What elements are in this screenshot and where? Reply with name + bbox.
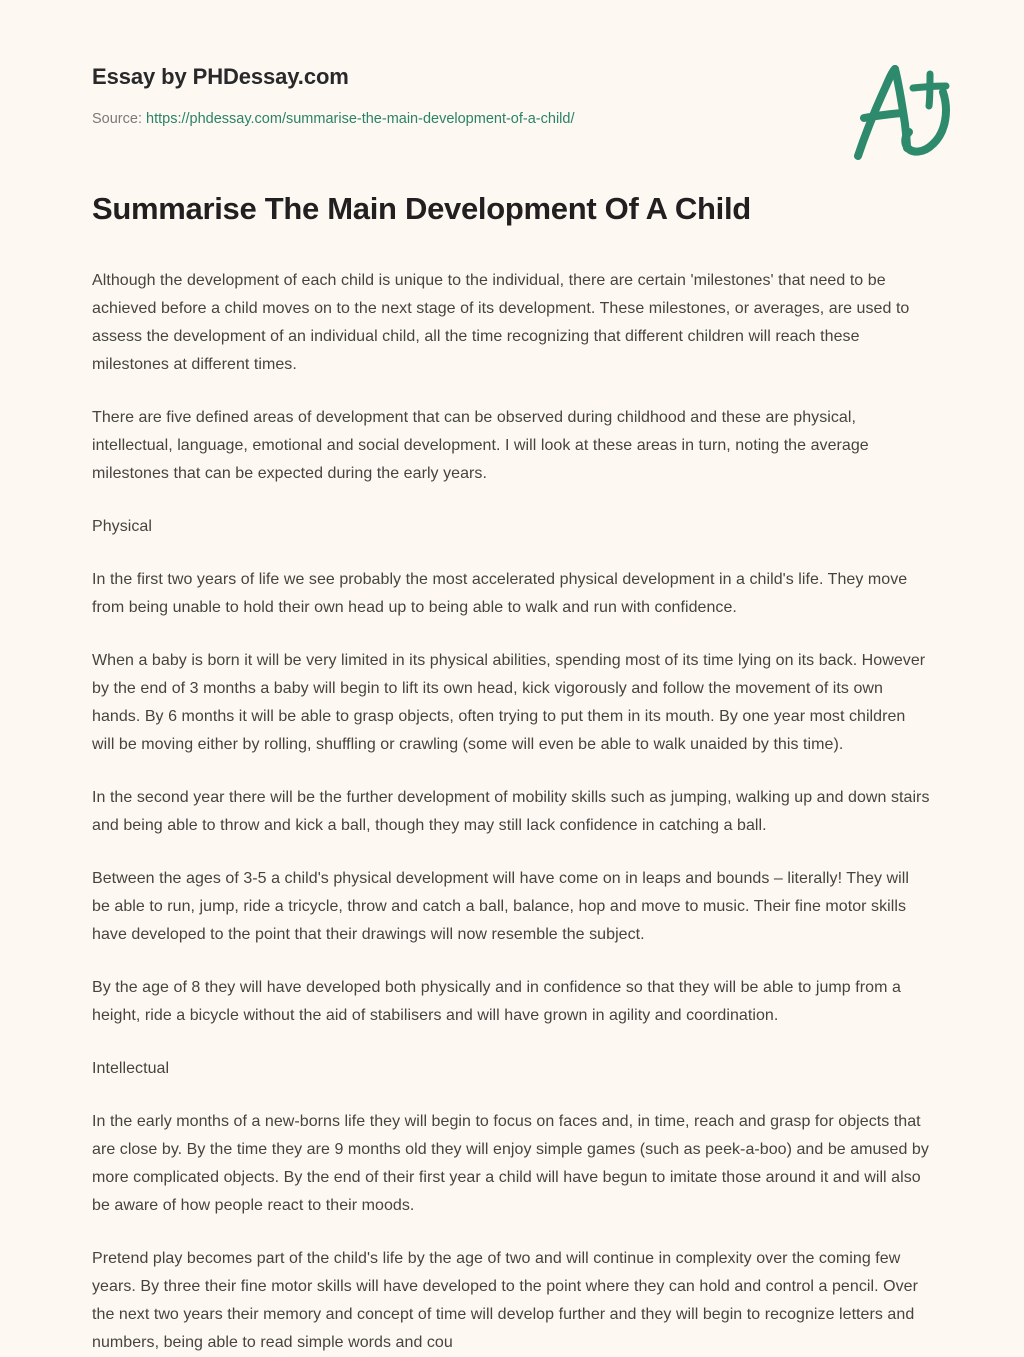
source-line: [92, 110, 960, 129]
article: [0, 190, 1024, 1357]
section-heading-physical: Physical: [92, 517, 152, 535]
source-label: Source:: [92, 111, 142, 128]
paragraph: When a baby is born it will be very limited in its physical abilities, spending most of its time lying on its back. However by the end of 3 months a baby will begin to lift its own head, kick vigorously and follow the movement of its own hands. By 6 months it will be able to grasp objects, often trying to put them in its mouth. By one year most children will be moving either by rolling, shuffling or crawling (some will even be able to walk unaided by this time).: [92, 651, 926, 753]
paragraph: There are five defined areas of development that can be observed during childhood and these are physical, intellectual, language, emotional and social development. I will look at these areas in turn, noting the average milestones that can be expected during the early years.: [92, 408, 869, 482]
a-plus-logo-glyph: [842, 52, 962, 172]
paragraph: In the first two years of life we see probably the most accelerated physical development in a child's life. They move from being unable to hold their own head up to being able to walk and run with confidence.: [92, 570, 908, 616]
phdessay-a-plus-logo-icon: [842, 52, 962, 172]
paragraph: In the second year there will be the further development of mobility skills such as jumping, walking up and down stairs and being able to throw and kick a ball, though they may still lack confidence in catching a ball.: [92, 788, 930, 834]
section-heading-intellectual: Intellectual: [92, 1059, 170, 1077]
paragraph: In the early months of a new-borns life they will begin to focus on faces and, in time, reach and grasp for objects that are close by. By the time they are 9 months old they will enjoy simple games (such as peek-a-boo) and be amused by more complicated objects. By the end of their first year a child will have begun to imitate those around it and will also be aware of how people react to their moods.: [92, 1112, 929, 1214]
paragraph: Between the ages of 3-5 a child's physical development will have come on in leaps and bounds – literally! They will be able to run, jump, ride a tricycle, throw and catch a ball, balance, hop and move to music. Their fine motor skills have developed to the point that their drawings will now resemble the subject.: [92, 869, 909, 943]
paragraph-truncated: Pretend play becomes part of the child's life by the age of two and will continue in complexity over the coming few years. By three their fine motor skills will have developed to the point where they can hold and control a pencil. Over the next two years their memory and concept of time will develop further and they will begin to recognize letters and numbers, being able to read simple words and cou: [92, 1249, 918, 1351]
page-header: [0, 0, 1024, 190]
page-title: Summarise The Main Development Of A Child: [92, 191, 751, 226]
paragraph: By the age of 8 they will have developed both physically and in confidence so that they will be able to jump from a height, ride a bicycle without the aid of stabilisers and will have grown in agility and coordination.: [92, 978, 901, 1024]
article-body: [92, 267, 930, 1357]
source-url-link[interactable]: https://phdessay.com/summarise-the-main-development-of-a-child/: [146, 111, 575, 128]
paragraph: Although the development of each child is unique to the individual, there are certain 'milestones' that need to be achieved before a child moves on to the next stage of its development. These milestones, or averages, are used to assess the development of an individual child, all the time recognizing that different children will reach these milestones at different times.: [92, 271, 910, 373]
brand-title: Essay by PHDessay.com: [92, 64, 349, 89]
